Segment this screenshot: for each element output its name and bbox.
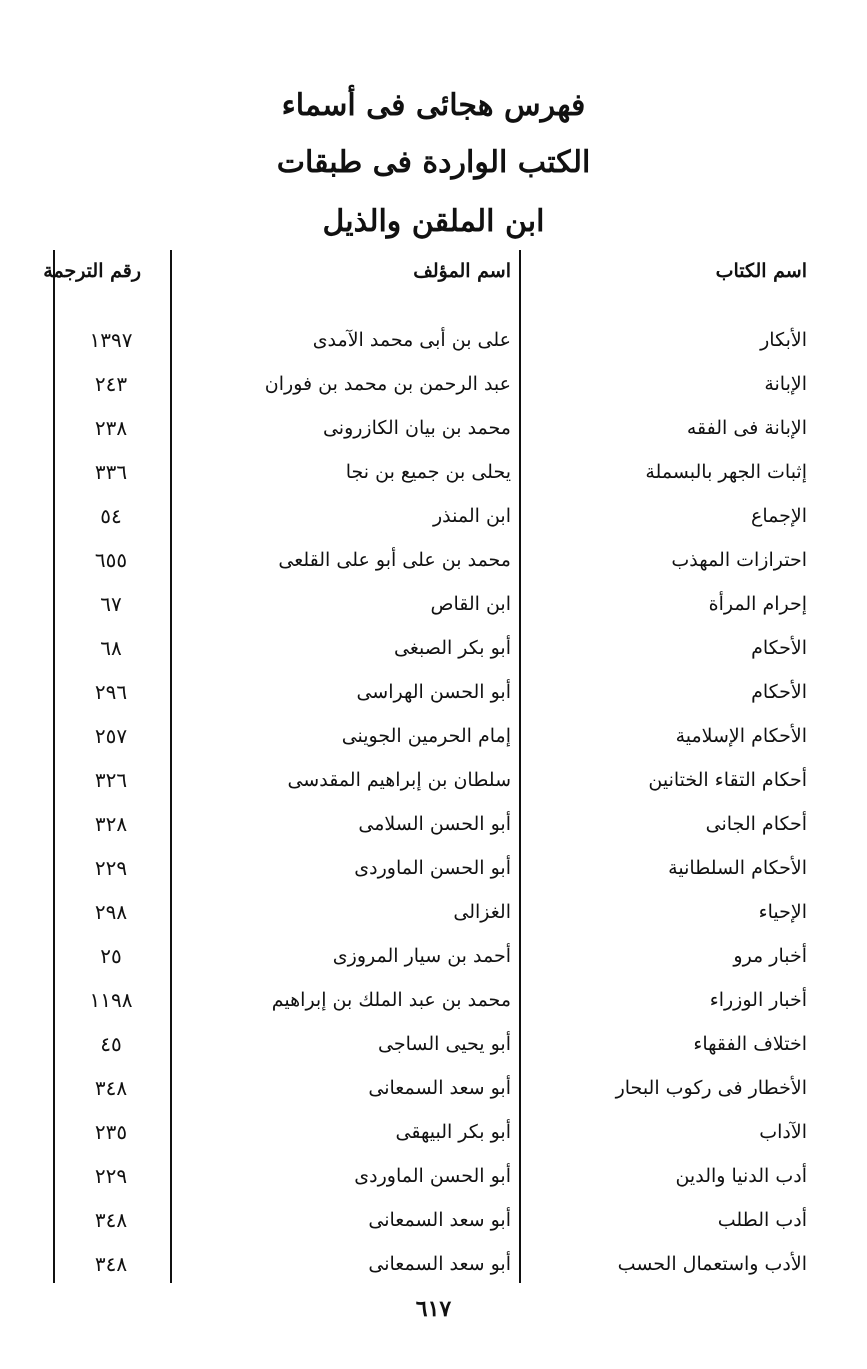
- book-title: اختلاف الفقهاء: [693, 1033, 807, 1055]
- table-row: [0, 802, 867, 846]
- table-row: [0, 670, 867, 714]
- author-name: محمد بن عبد الملك بن إبراهيم: [271, 989, 511, 1011]
- author-name: أبو الحسن الماوردى: [354, 857, 511, 879]
- table-row: [0, 890, 867, 934]
- table-row: [0, 450, 867, 494]
- table-row: [0, 714, 867, 758]
- biography-number: ٢٩٨: [94, 900, 128, 924]
- biography-number: ٢٣٥: [94, 1120, 128, 1144]
- biography-number: ٤٥: [100, 1032, 122, 1056]
- table-row: [0, 406, 867, 450]
- book-title: الأدب واستعمال الحسب: [617, 1253, 807, 1275]
- table-row: [0, 846, 867, 890]
- author-name: محمد بن على أبو على القلعى: [278, 549, 511, 571]
- biography-number: ٥٤: [100, 504, 122, 528]
- book-title: أدب الدنيا والدين: [675, 1165, 807, 1187]
- table-row: [0, 978, 867, 1022]
- author-name: أبو الحسن الهراسى: [356, 681, 511, 703]
- biography-number: ٢٥٧: [94, 724, 128, 748]
- column-header-number: رقم الترجمة: [43, 260, 141, 282]
- author-name: ابن المنذر: [432, 505, 511, 527]
- author-name: ابن القاص: [430, 593, 511, 615]
- biography-number: ٢٩٦: [94, 680, 128, 704]
- author-name: سلطان بن إبراهيم المقدسى: [287, 769, 511, 791]
- book-title: الأحكام السلطانية: [668, 857, 807, 879]
- biography-number: ٦٨: [100, 636, 122, 660]
- book-title: أخبار مرو: [733, 945, 807, 967]
- index-title-line-2: الكتب الواردة فى طبقات: [276, 145, 591, 180]
- book-title: الإبانة فى الفقه: [686, 417, 807, 439]
- table-row: [0, 538, 867, 582]
- book-title: الأحكام: [751, 681, 807, 703]
- table-row: [0, 1198, 867, 1242]
- author-name: أبو سعد السمعانى: [368, 1209, 511, 1231]
- author-name: عبد الرحمن بن محمد بن فوران: [264, 373, 511, 395]
- author-name: أبو سعد السمعانى: [368, 1253, 511, 1275]
- book-title: الأحكام: [751, 637, 807, 659]
- author-name: أبو بكر البيهقى: [395, 1121, 511, 1143]
- book-title: أحكام الجانى: [705, 813, 807, 835]
- index-title-line-1: فهرس هجائى فى أسماء: [281, 88, 586, 123]
- book-title: أدب الطلب: [717, 1209, 807, 1231]
- biography-number: ٣٤٨: [94, 1208, 128, 1232]
- biography-number: ٢٢٩: [94, 1164, 128, 1188]
- biography-number: ٢٣٨: [94, 416, 128, 440]
- biography-number: ٣٢٦: [94, 768, 128, 792]
- table-row: [0, 1022, 867, 1066]
- biography-number: ٢٢٩: [94, 856, 128, 880]
- table-row: [0, 1066, 867, 1110]
- table-row: [0, 1242, 867, 1286]
- table-row: [0, 1154, 867, 1198]
- book-title: الإبانة: [764, 373, 807, 395]
- biography-number: ٣٣٦: [94, 460, 128, 484]
- page-number: ٦١٧: [415, 1296, 452, 1322]
- book-title: الإجماع: [751, 505, 807, 527]
- column-header-book: اسم الكتاب: [715, 260, 807, 282]
- table-row: [0, 318, 867, 362]
- table-row: [0, 1110, 867, 1154]
- book-title: أحكام التقاء الختانين: [648, 769, 807, 791]
- author-name: محمد بن بيان الكازرونى: [322, 417, 511, 439]
- author-name: أبو يحيى الساجى: [378, 1033, 511, 1055]
- book-title: إثبات الجهر بالبسملة: [645, 461, 807, 483]
- biography-number: ٢٤٣: [94, 372, 128, 396]
- biography-number: ٦٥٥: [94, 548, 128, 572]
- index-table-body: [0, 318, 867, 1286]
- book-title: الأحكام الإسلامية: [675, 725, 807, 747]
- book-title: الإحياء: [758, 901, 807, 923]
- author-name: أبو سعد السمعانى: [368, 1077, 511, 1099]
- table-row: [0, 934, 867, 978]
- table-row: [0, 758, 867, 802]
- author-name: على بن أبى محمد الآمدى: [312, 329, 511, 351]
- table-row: [0, 362, 867, 406]
- book-title: الآداب: [759, 1121, 807, 1143]
- biography-number: ١١٩٨: [89, 988, 133, 1012]
- biography-number: ٣٤٨: [94, 1252, 128, 1276]
- table-row: [0, 494, 867, 538]
- author-name: الغزالى: [453, 901, 511, 923]
- book-title: احترازات المهذب: [671, 549, 807, 571]
- author-name: أبو الحسن السلامى: [358, 813, 511, 835]
- biography-number: ١٣٩٧: [89, 328, 133, 352]
- table-row: [0, 582, 867, 626]
- table-row: [0, 626, 867, 670]
- book-title: إحرام المرأة: [708, 593, 807, 615]
- index-title-line-3: ابن الملقن والذيل: [322, 204, 545, 239]
- biography-number: ٢٥: [100, 944, 122, 968]
- biography-number: ٣٤٨: [94, 1076, 128, 1100]
- author-name: أبو الحسن الماوردى: [354, 1165, 511, 1187]
- book-title: أخبار الوزراء: [709, 989, 807, 1011]
- author-name: أحمد بن سيار المروزى: [332, 945, 511, 967]
- author-name: أبو بكر الصبغى: [393, 637, 511, 659]
- book-title: الأخطار فى ركوب البحار: [615, 1077, 807, 1099]
- biography-number: ٣٢٨: [94, 812, 128, 836]
- column-header-author: اسم المؤلف: [413, 260, 511, 282]
- author-name: إمام الحرمين الجوينى: [341, 725, 511, 747]
- book-title: الأبكار: [760, 329, 807, 351]
- biography-number: ٦٧: [100, 592, 122, 616]
- author-name: يحلى بن جميع بن نجا: [345, 461, 511, 483]
